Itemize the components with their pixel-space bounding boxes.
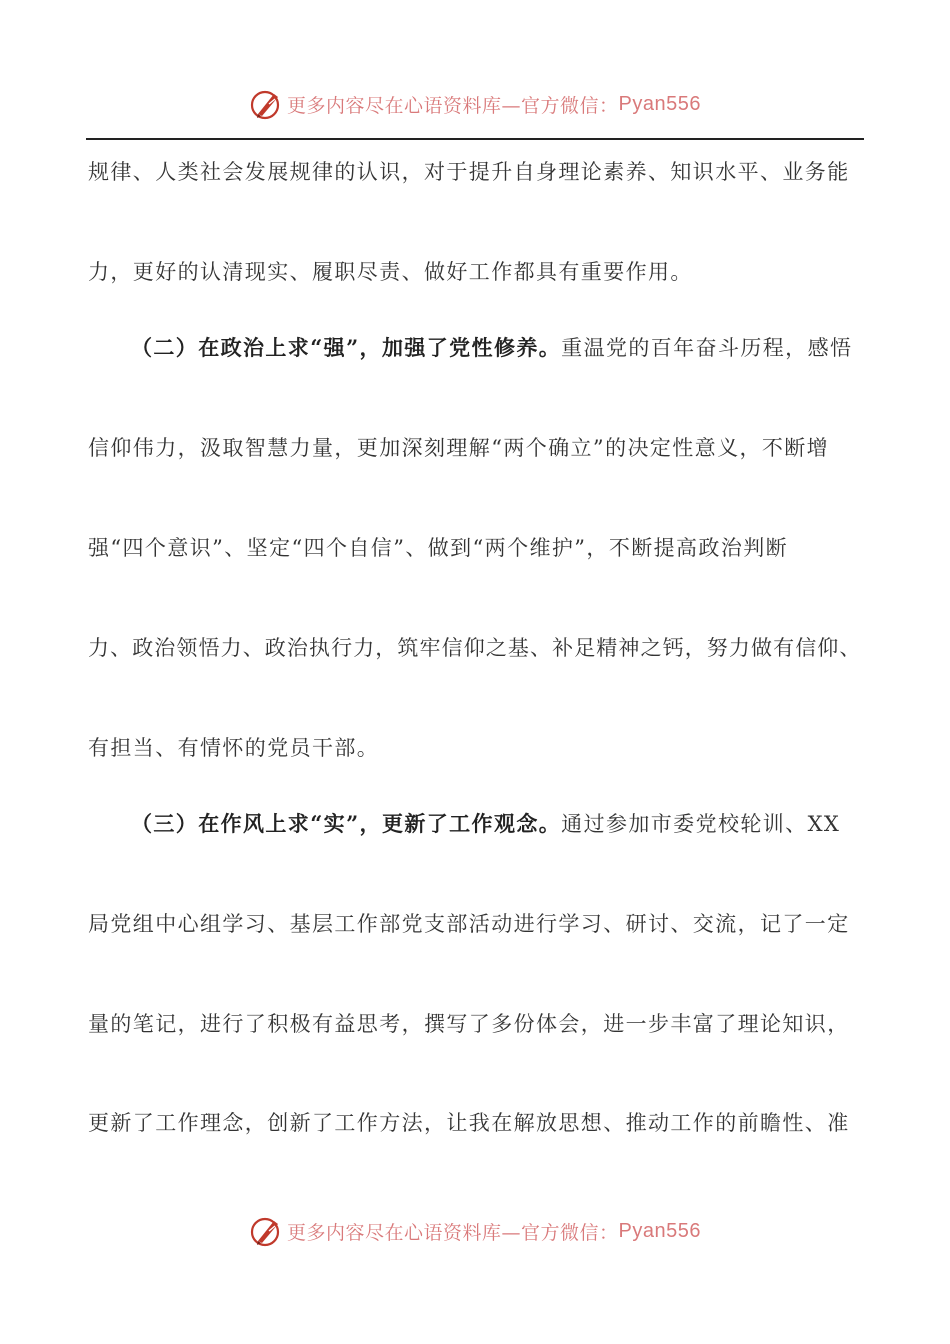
- footer-banner: [0, 1211, 950, 1251]
- text-line: 强“四个意识”、坚定“四个自信”、做到“两个维护”，不断提高政治判断: [88, 536, 789, 560]
- text-line: 量的笔记，进行了积极有益思考，撰写了多份体会，进一步丰富了理论知识，: [88, 1012, 850, 1036]
- section-heading: （三）在作风上求“实”，更新了工作观念。: [131, 811, 562, 836]
- text-line: 力，更好的认清现实、履职尽责、做好工作都具有重要作用。: [88, 260, 693, 284]
- paragraph-2-first-line: [131, 334, 852, 362]
- wechat-id: Pyan556: [618, 1219, 701, 1242]
- text-line: 有担当、有情怀的党员干部。: [88, 736, 380, 760]
- text-span: 通过参加市委党校轮训、XX: [561, 812, 841, 836]
- pen-logo-icon: [249, 1214, 283, 1248]
- text-line: 局党组中心组学习、基层工作部党支部活动进行学习、研讨、交流，记了一定: [88, 912, 850, 936]
- header-banner: [0, 84, 950, 124]
- text-line: 力、政治领悟力、政治执行力，筑牢信仰之基、补足精神之钙，努力做有信仰、: [88, 636, 862, 660]
- text-span: 重温党的百年奋斗历程，感悟: [561, 336, 853, 360]
- section-heading: （二）在政治上求“强”，加强了党性修养。: [131, 335, 562, 360]
- header-divider: [86, 138, 864, 140]
- banner-text: 更多内容尽在心语资料库—官方微信：: [287, 94, 619, 117]
- banner-text: 更多内容尽在心语资料库—官方微信：: [287, 1221, 619, 1244]
- wechat-id: Pyan556: [618, 92, 701, 115]
- text-line: 规律、人类社会发展规律的认识，对于提升自身理论素养、知识水平、业务能: [88, 160, 850, 184]
- pen-logo-icon: [249, 87, 283, 121]
- text-line: 信仰伟力，汲取智慧力量，更加深刻理解“两个确立”的决定性意义，不断增: [88, 436, 830, 460]
- text-line: 更新了工作理念，创新了工作方法，让我在解放思想、推动工作的前瞻性、准: [88, 1111, 850, 1135]
- paragraph-3-first-line: [131, 810, 840, 838]
